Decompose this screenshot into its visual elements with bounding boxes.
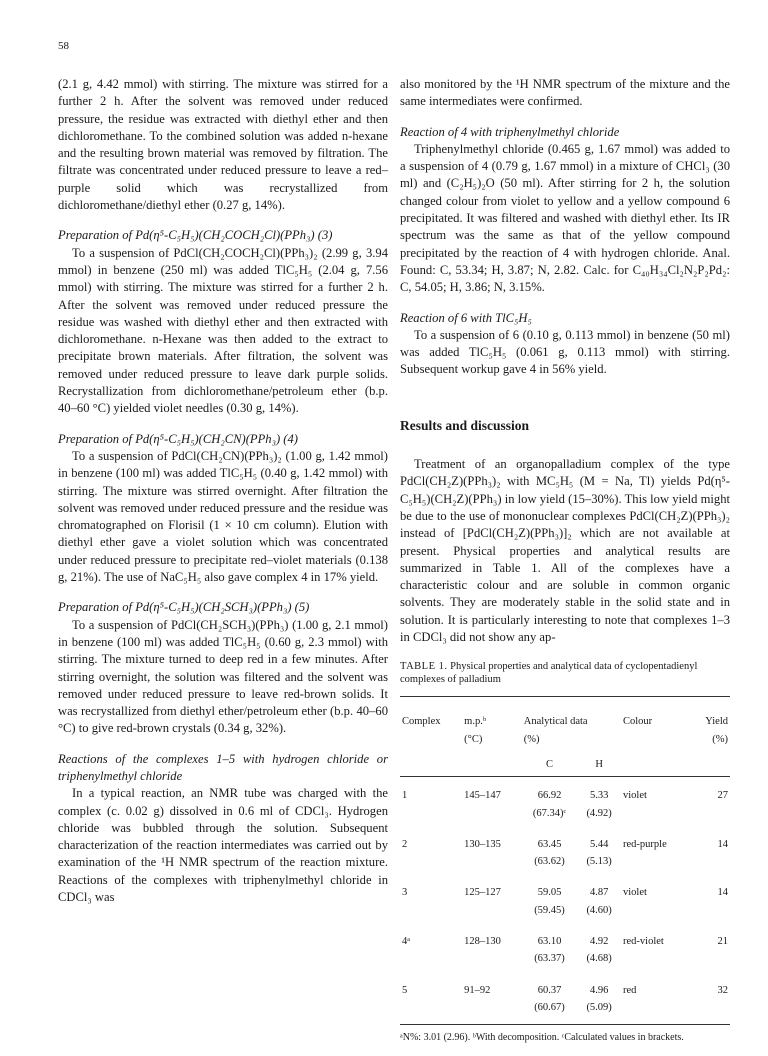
cell-colour: violet (623, 790, 647, 802)
left-column (58, 76, 388, 906)
cell-h: 4.87 (589, 887, 609, 899)
cell-yield: 27 (717, 790, 728, 802)
cell-complex: 5 (402, 984, 408, 996)
cell-c-calc: (63.62) (534, 856, 565, 868)
paragraph: To a suspension of PdCl(CH₂CN)(PPh₃)₂ (1.00 g, 1.42 mmol) in benzene (100 ml) was added TlC₅H₅ (0.40 g, 1.42 mmol) with stirring. The mixture was stirred overnight. After filtration the solvent was removed under reduced pressure and the residue was chromatographed on Florisil (1 × 10 cm column). Elution with diethyl ether gave a violet solution which was concentrated under reduced pressure to precipitate red–violet materials (0.138 g, 21%). The use of NaC₅H₅ also gave complex 4 in 17% yield. (58, 448, 388, 585)
header-mp-unit: (°C) (464, 733, 483, 745)
cell-h-calc: (4.92) (586, 807, 612, 819)
header-c: C (522, 748, 578, 777)
header-yield-unit: (%) (712, 733, 728, 745)
cell-h-calc: (4.68) (586, 953, 612, 965)
cell-complex: 3 (402, 887, 408, 899)
table-row-calc (400, 853, 730, 874)
cell-yield: 32 (717, 984, 728, 996)
table-row (400, 972, 730, 999)
section-heading: Reaction of 4 with triphenylmethyl chloride (400, 124, 620, 139)
header-colour: Colour (621, 697, 691, 748)
paragraph: To a suspension of PdCl(CH₂COCH₂Cl)(PPh₃)₂ (2.99 g, 3.94 mmol) in benzene (250 ml) was added TlC₅H₅ (2.04 g, 7.56 mmol) with stirring. The mixture was stirred for a further 2 h. After the solvent was removed under reduced pressure the residue was washed with diethyl ether and then extracted with dichloromethane. n-Hexane was then added to the extract to precipitate brown materials. After filtration, the solvent was removed under reduced pressure to leave dark purple solids. Recrystallization from dichloromethane/petroleum ether (b.p. 40–60 °C) yielded violet needles (0.30 g, 14%). (58, 245, 388, 416)
paragraph: To a suspension of 6 (0.10 g, 0.113 mmol) in benzene (50 ml) was added TlC₅H₅ (0.061 g, 0.113 mmol) with stirring. Subsequent workup gave 4 in 56% yield. (400, 327, 730, 377)
header-spacer (621, 748, 691, 777)
cell-h-calc: (4.60) (586, 904, 612, 916)
cell-h-calc: (5.09) (577, 999, 621, 1025)
table-row-calc (400, 805, 730, 826)
cell-complex: 1 (402, 790, 408, 802)
table-footnote: ᵃN%: 3.01 (2.96). ᵇWith decomposition. ᶜCalculated values in brackets. (400, 1032, 684, 1044)
section-heading: Reactions of the complexes 1–5 with hydrogen chloride or triphenylmethyl chloride (58, 751, 388, 783)
cell-c: 63.45 (537, 838, 562, 850)
table-row-calc (400, 950, 730, 971)
header-spacer (462, 748, 522, 777)
section-heading: Preparation of Pd(η⁵-C₅H₅)(CH₂SCH₃)(PPh₃) (5) (58, 600, 310, 615)
table-caption-label: TABLE 1. (400, 661, 448, 673)
header-spacer (400, 748, 462, 777)
cell-c-calc: (63.37) (534, 953, 565, 965)
paragraph: also monitored by the ¹H NMR spectrum of the mixture and the same intermediates were confirmed. (400, 77, 730, 109)
table-row (400, 923, 730, 950)
cell-colour: red-purple (623, 838, 667, 850)
table-row (400, 777, 730, 805)
paragraph: Treatment of an organopalladium complex of the type PdCl(CH₂Z)(PPh₃)₂ with MC₅H₅ (M = Na, Tl) yields Pd(η⁵-C₅H₅)(CH₂Z)(PPh₃) in low yield (15–30%). This low yield might be due to the use of mononuclear complexes PdCl(CH₂Z)(PPh₃)₂ instead of [PdCl(CH₂Z)(PPh₃)]₂ which are not available at present. Physical properties and analytical results are summarized in Table 1. All of the complexes have a characteristic colour and are soluble in common organic solvents. They are moderately stable in the solid state and in solution. It is particularly interesting to note that complexes 1–3 in CDCl₃ did not show any ap- (400, 457, 730, 645)
cell-yield: 14 (717, 887, 728, 899)
table-row-calc (400, 902, 730, 923)
cell-yield: 21 (717, 935, 728, 947)
cell-h: 4.92 (589, 935, 609, 947)
cell-c: 60.37 (537, 984, 562, 996)
paragraph: Triphenylmethyl chloride (0.465 g, 1.67 mmol) was added to a suspension of 4 (0.79 g, 1.67 mmol) in a mixture of CHCl₃ (30 ml) and (C₂H₅)₂O (50 ml). After stirring for 2 h, the solution changed colour from violet to yellow and a yellow compound 6 precipitated. It was filtered and washed with diethyl ether. Its IR spectrum was the same as that of the yellow compound precipitated by the reaction of 4 with hydrogen chloride. Anal. Found: C, 53.34; H, 3.87; N, 2.82. Calc. for C₄₀H₃₄Cl₂N₂P₂Pd₂: C, 54.05; H, 3.86; N, 3.15%. (400, 141, 730, 295)
header-mp-label: m.p.ᵇ (464, 716, 487, 728)
header-complex: Complex (400, 697, 462, 748)
table-caption-text: Physical properties and analytical data of cyclopentadienyl complexes of palladium (400, 661, 698, 686)
cell-complex: 2 (402, 838, 408, 850)
cell-c: 63.10 (537, 935, 562, 947)
results-heading: Results and discussion (400, 417, 530, 433)
cell-h: 4.96 (589, 984, 609, 996)
header-mp (462, 697, 522, 748)
cell-h: 5.44 (589, 838, 609, 850)
page-number: 58 (58, 40, 69, 52)
cell-yield: 14 (717, 838, 728, 850)
header-spacer (691, 748, 730, 777)
section-heading: Preparation of Pd(η⁵-C₅H₅)(CH₂COCH₂Cl)(PPh₃) (3) (58, 228, 333, 243)
cell-mp: 130–135 (464, 838, 501, 850)
cell-c: 59.05 (537, 887, 562, 899)
cell-c-calc: (67.34)ᶜ (532, 807, 567, 819)
cell-mp: 125–127 (464, 887, 501, 899)
cell-c-calc: (60.67) (522, 999, 578, 1025)
table-row (400, 874, 730, 901)
header-yield-label: Yield (705, 716, 728, 728)
cell-h: 5.33 (589, 790, 609, 802)
cell-colour: red (623, 984, 637, 996)
right-column (400, 76, 730, 1044)
cell-mp: 128–130 (464, 935, 501, 947)
cell-colour: violet (623, 887, 647, 899)
paragraph: (2.1 g, 4.42 mmol) with stirring. The mixture was stirred for a further 2 h. After the solvent was removed under reduced pressure, the residue was extracted with diethyl ether and then dichloromethane. To the combined solution was added n-hexane and the resulting brown material was removed by filtration. The filtrate was concentrated under reduced pressure to leave a red–purple solid which was recrystallized from dichloromethane/diethyl ether (0.27 g, 14%). (58, 77, 388, 213)
section-heading: Preparation of Pd(η⁵-C₅H₅)(CH₂CN)(PPh₃) (4) (58, 431, 298, 446)
header-analytical-unit: (%) (523, 733, 540, 745)
cell-complex: 4ᵃ (402, 935, 411, 947)
paragraph: To a suspension of PdCl(CH₂SCH₃)(PPh₃) (1.00 g, 2.1 mmol) in benzene (100 ml) was added TlC₅H₅ (0.60 g, 2.3 mmol) with stirring. The mixture turned to deep red in a few minutes. After stirring overnight, the solution was filtered and the solvent was removed under reduced pressure to leave red-brown solids. It was recrystallized from diethyl ether/petroleum ether (b.p. 40–60 °C) to give red-brown crystals (0.34 g, 32%). (58, 617, 388, 736)
section-heading: Reaction of 6 with TlC₅H₅ (400, 310, 532, 325)
table-row-calc (400, 999, 730, 1025)
cell-colour: red-violet (623, 935, 664, 947)
table-row (400, 826, 730, 853)
cell-c-calc: (59.45) (534, 904, 565, 916)
cell-mp: 91–92 (464, 984, 491, 996)
data-table (400, 696, 730, 1025)
cell-c: 66.92 (537, 790, 562, 802)
header-analytical-label: Analytical data (523, 716, 588, 728)
table-caption (400, 660, 730, 686)
header-yield (691, 697, 730, 748)
cell-h-calc: (5.13) (586, 856, 612, 868)
header-h: H (577, 748, 621, 777)
header-analytical (522, 697, 621, 748)
paragraph: In a typical reaction, an NMR tube was charged with the complex (c. 0.02 g) dissolved in 0.6 ml of CDCl₃. Hydrogen chloride was bubbled through the solution. Subsequent characterization of the reaction intermediates was carried out by examination of the ¹H NMR spectrum of the reaction mixture. Reactions of the complexes with triphenylmethyl chloride in CDCl₃ was (58, 786, 388, 905)
cell-mp: 145–147 (464, 790, 501, 802)
